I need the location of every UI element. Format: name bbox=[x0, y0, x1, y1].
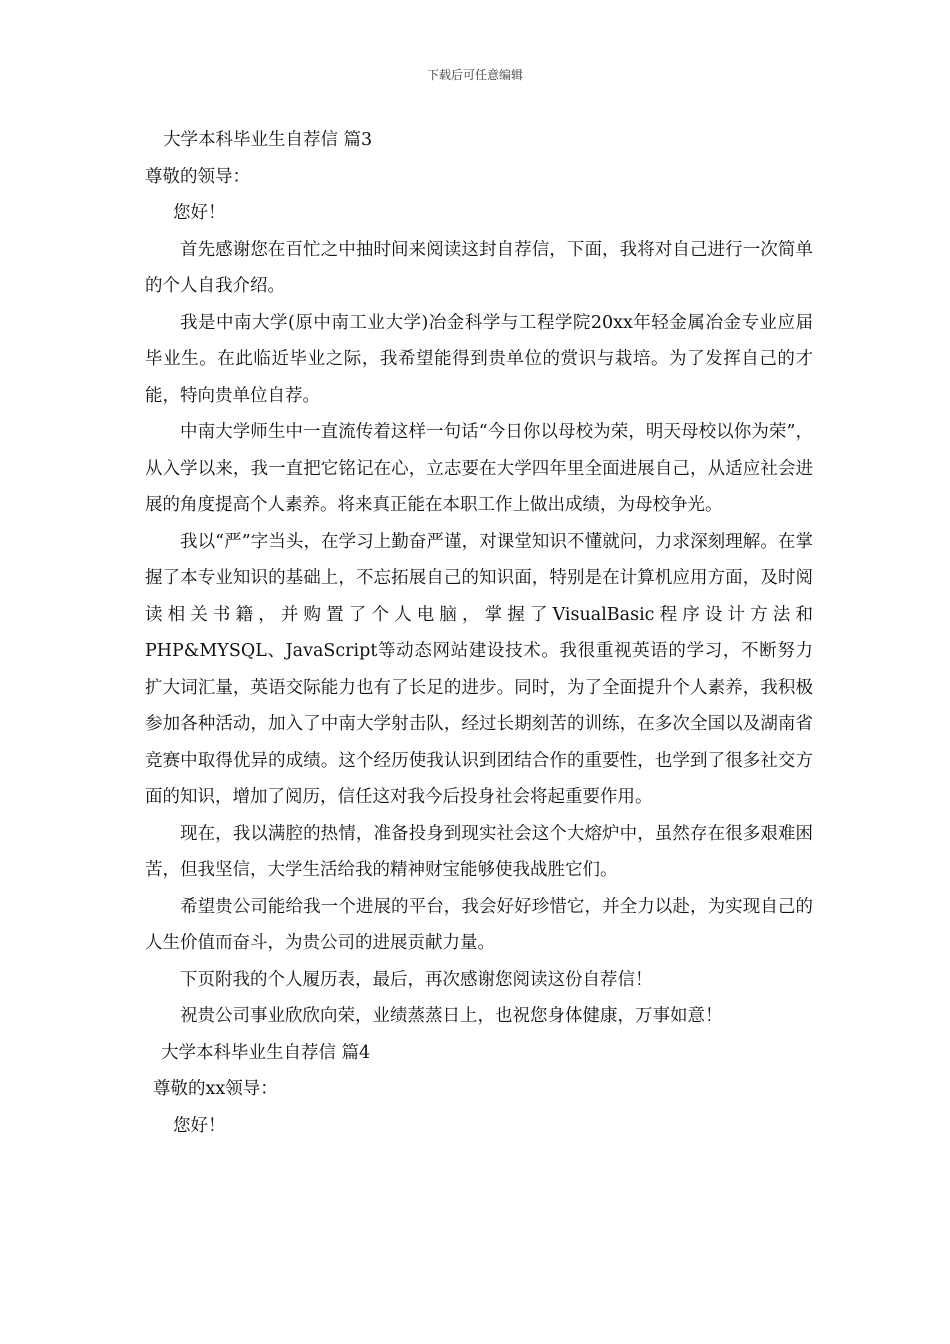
paragraph: 希望贵公司能给我一个进展的平台，我会好好珍惜它，并全力以赴，为实现自己的人生价值而奋斗，为贵公司的进展贡献力量。 bbox=[145, 896, 813, 953]
page-header-note: 下载后可任意编辑 bbox=[426, 68, 523, 82]
salutation: 尊敬的领导： bbox=[145, 166, 250, 187]
greeting: 您好！ bbox=[173, 1115, 226, 1136]
paragraph: 下页附我的个人履历表，最后，再次感谢您阅读这份自荐信！ bbox=[180, 969, 653, 990]
paragraph: 我以“严”字当头，在学习上勤奋严谨，对课堂知识不懂就问，力求深刻理解。在掌握了本专业知识的基础上，不忘拓展自己的知识面，特别是在计算机应用方面，及时阅读相关书籍，并购置了个人电脑，掌握了VisualBasic程序设计方法和PHP&MYSQL、JavaScript等动态网站建设技术。我很重视英语的学习，不断努力扩大词汇量，英语交际能力也有了长足的进步。同时，为了全面提升个人素养，我积极参加各种活动，加入了中南大学射击队，经过长期刻苦的训练，在多次全国以及湖南省竞赛中取得优异的成绩。这个经历使我认识到团结合作的重要性，也学到了很多社交方面的知识，增加了阅历，信任这对我今后投身社会将起重要作用。 bbox=[145, 531, 813, 807]
section-title: 大学本科毕业生自荐信 篇4 bbox=[161, 1042, 371, 1063]
salutation: 尊敬的xx领导： bbox=[153, 1079, 278, 1099]
section-title: 大学本科毕业生自荐信 篇3 bbox=[163, 130, 373, 150]
document-body bbox=[145, 122, 813, 1144]
paragraph: 现在，我以满腔的热情，准备投身到现实社会这个大熔炉中，虽然存在很多艰难困苦，但我坚信，大学生活给我的精神财宝能够使我战胜它们。 bbox=[145, 823, 813, 880]
paragraph: 首先感谢您在百忙之中抽时间来阅读这封自荐信，下面，我将对自己进行一次简单的个人自我介绍。 bbox=[145, 239, 813, 296]
paragraph: 中南大学师生中一直流传着这样一句话“今日你以母校为荣，明天母校以你为荣”，从入学以来，我一直把它铭记在心，立志要在大学四年里全面进展自己，从适应社会进展的角度提高个人素养。将来真正能在本职工作上做出成绩，为母校争光。 bbox=[145, 422, 813, 515]
greeting: 您好！ bbox=[173, 203, 226, 223]
paragraph: 我是中南大学(原中南工业大学)冶金科学与工程学院20xx年轻金属冶金专业应届毕业生。在此临近毕业之际，我希望能得到贵单位的赏识与栽培。为了发挥自己的才能，特向贵单位自荐。 bbox=[145, 312, 813, 406]
paragraph: 祝贵公司事业欣欣向荣，业绩蒸蒸日上，也祝您身体健康，万事如意！ bbox=[180, 1006, 723, 1026]
